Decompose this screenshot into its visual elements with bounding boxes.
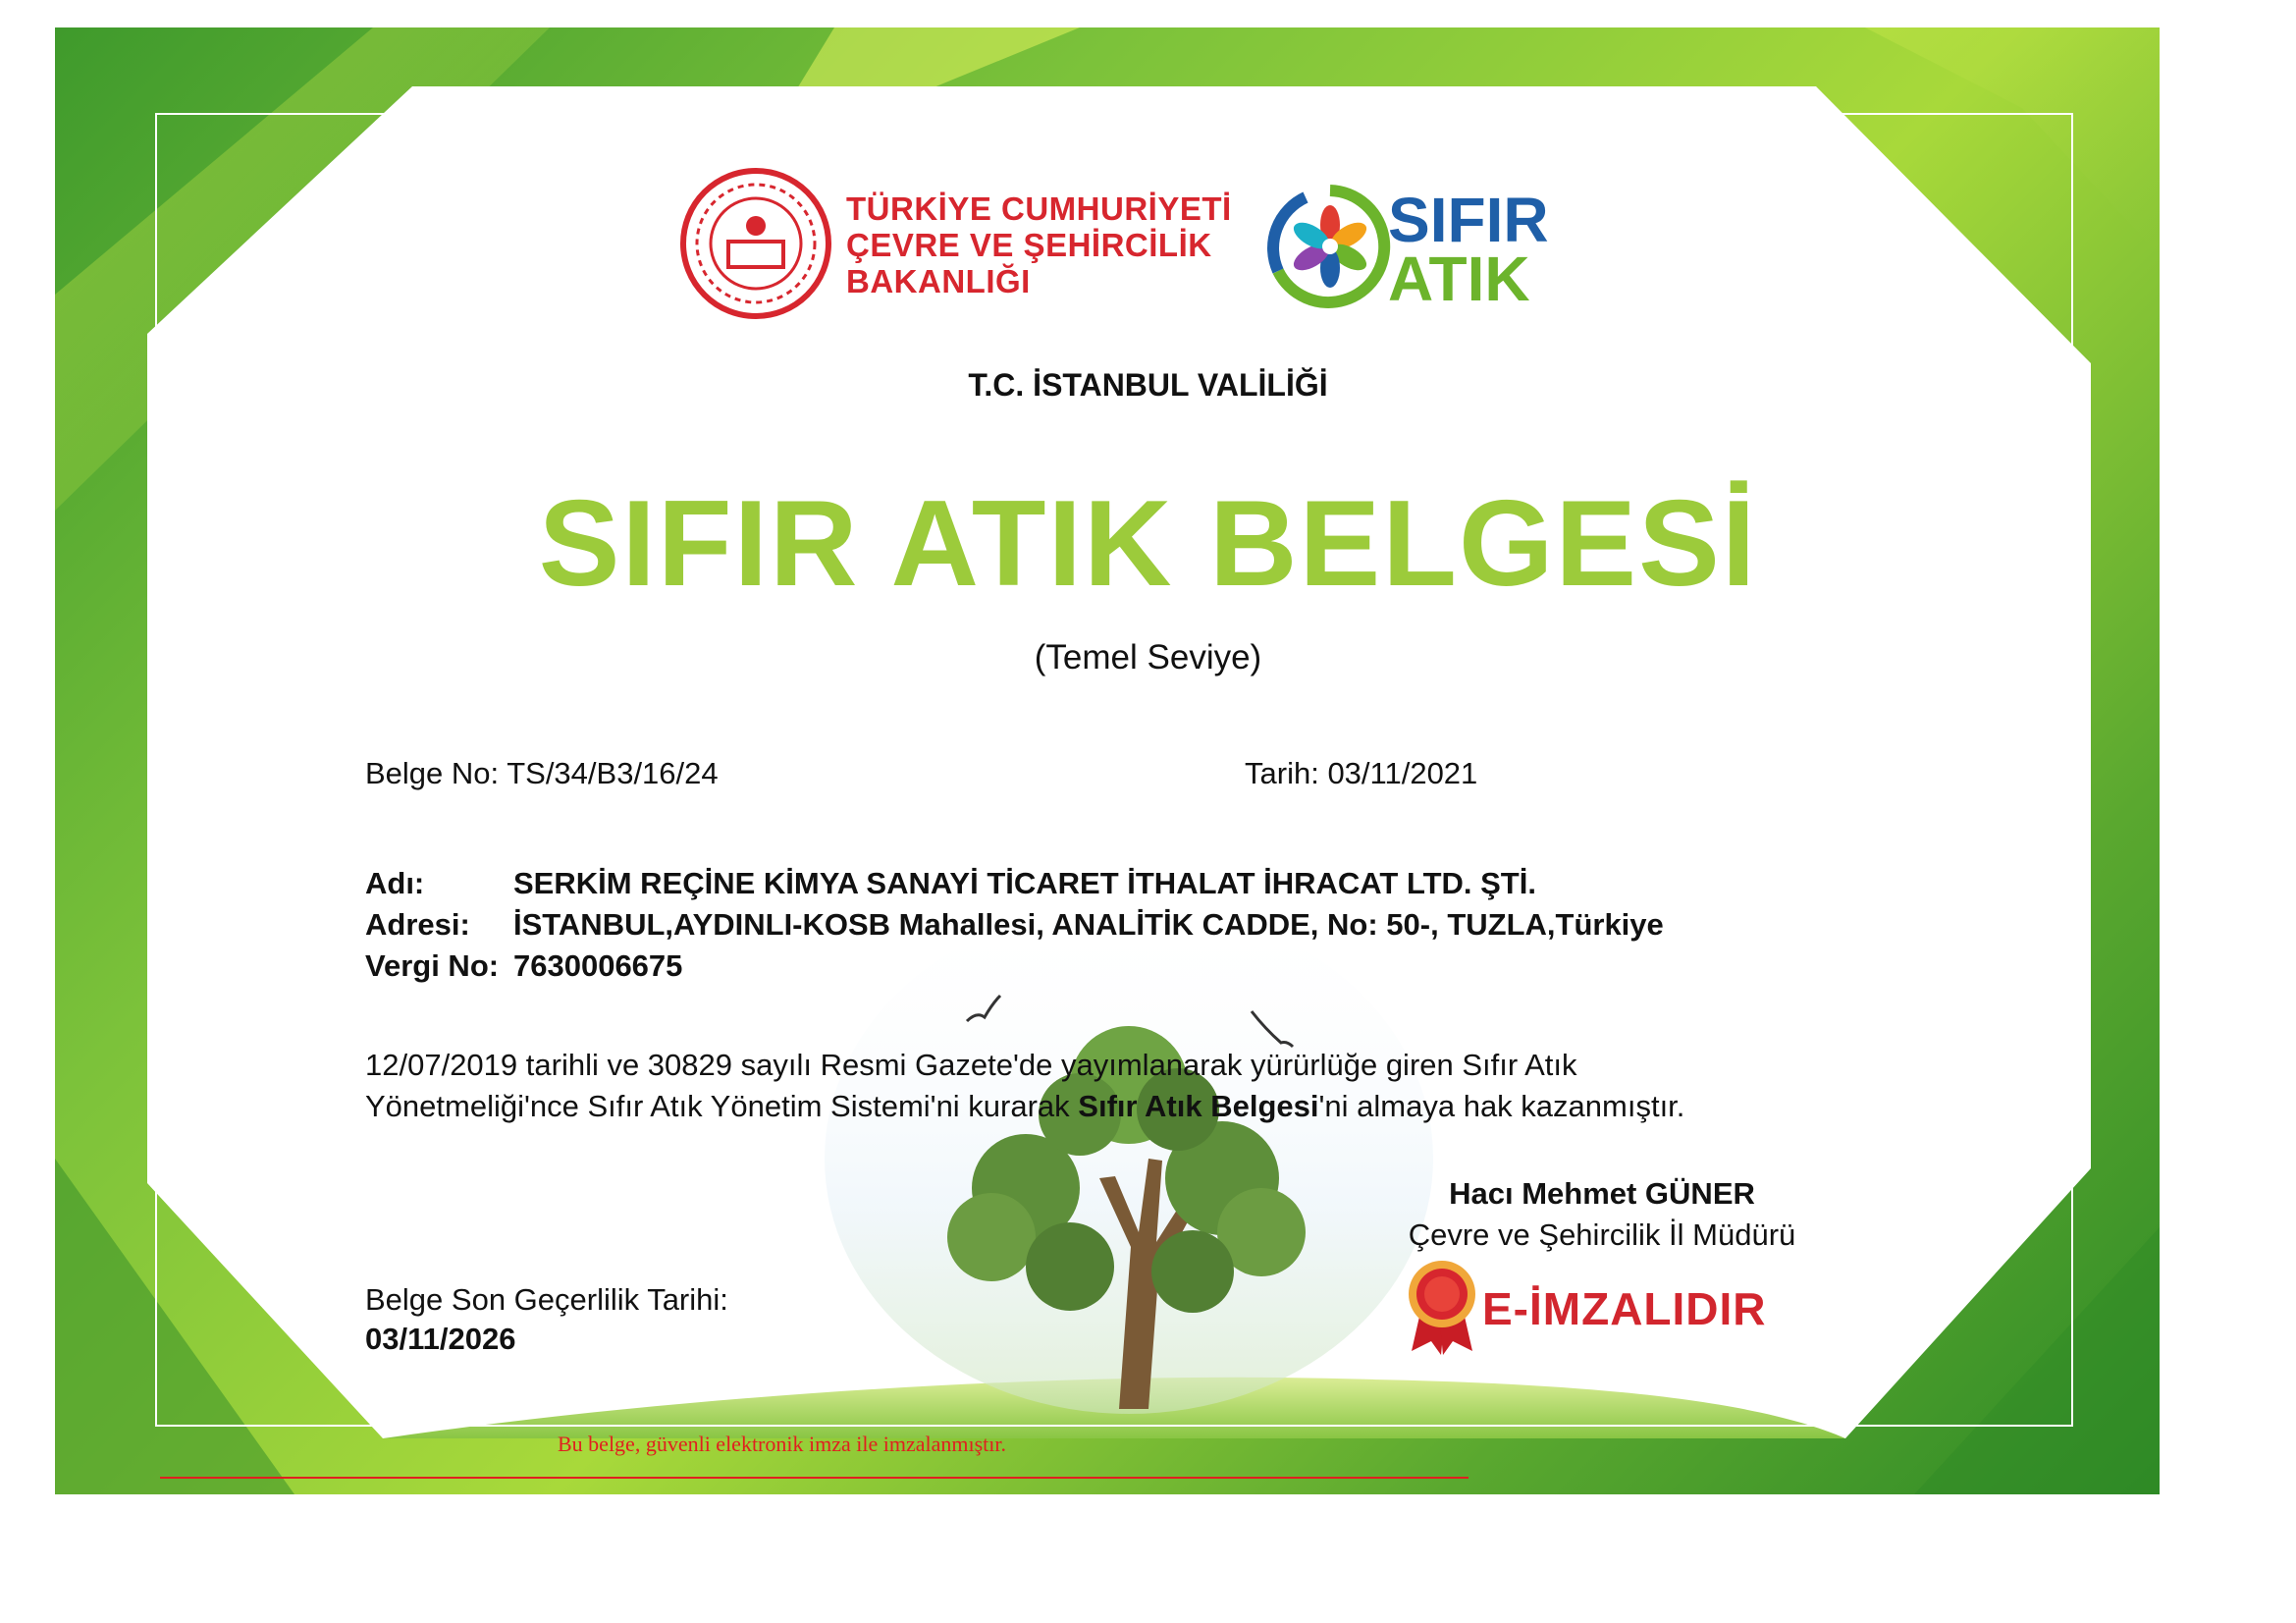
certificate-number-value: TS/34/B3/16/24	[507, 756, 719, 790]
issuer-name: T.C. İSTANBUL VALİLİĞİ	[968, 367, 1328, 403]
statement-line-1: 12/07/2019 tarihli ve 30829 sayılı Resmi Gazete'de yayımlanarak yürürlüğe giren Sıfır Atık	[365, 1048, 1577, 1082]
validity-label: Belge Son Geçerlilik Tarihi:	[365, 1282, 728, 1317]
certificate-number	[365, 756, 719, 791]
company-name: SERKİM REÇİNE KİMYA SANAYİ TİCARET İTHALAT İHRACAT LTD. ŞTİ.	[513, 866, 1536, 900]
statement-emphasis: Sıfır Atık Belgesi	[1078, 1089, 1319, 1123]
certificate-date-value: 03/11/2021	[1327, 756, 1478, 790]
zero-waste-logo-text: SIFIR ATIK	[1388, 185, 1549, 314]
zero-waste-flower-icon	[1266, 183, 1394, 310]
signer-role: Çevre ve Şehircilik İl Müdürü	[1408, 1217, 1796, 1252]
certificate-date	[1245, 756, 1477, 791]
company-name-label: Adı:	[365, 866, 425, 900]
esign-footer-note: Bu belge, güvenli elektronik imza ile imzalanmıştır.	[558, 1432, 1006, 1456]
ministry-title: TÜRKİYE CUMHURİYETİ ÇEVRE VE ŞEHİRCİLİK BAKANLIĞI	[846, 190, 1232, 299]
validity-date: 03/11/2026	[365, 1322, 516, 1356]
company-address: İSTANBUL,AYDINLI-KOSB Mahallesi, ANALİTİK CADDE, No: 50-, TUZLA,Türkiye	[513, 907, 1664, 942]
certificate-level: (Temel Seviye)	[1034, 638, 1262, 676]
certificate-date-label: Tarih:	[1245, 756, 1319, 790]
esign-footer-line	[160, 1477, 1468, 1479]
signer-name: Hacı Mehmet GÜNER	[1449, 1176, 1755, 1211]
company-tax-number: 7630006675	[513, 948, 683, 983]
company-tax-label: Vergi No:	[365, 948, 500, 983]
rosette-seal-icon	[1406, 1257, 1478, 1355]
company-address-label: Adresi:	[365, 907, 470, 942]
ministry-seal-icon	[677, 165, 834, 322]
certificate-number-label: Belge No:	[365, 756, 500, 790]
statement-line-2: Yönetmeliği'nce Sıfır Atık Yönetim Sistemi'ni kurarak Sıfır Atık Belgesi'ni almaya hak kazanmıştır.	[365, 1089, 1685, 1123]
e-signature-stamp: E-İMZALIDIR	[1482, 1283, 1767, 1334]
signer-block	[1308, 1176, 1896, 1253]
certificate-statement	[365, 1045, 1684, 1127]
certificate-title: SIFIR ATIK BELGESİ	[538, 476, 1758, 612]
